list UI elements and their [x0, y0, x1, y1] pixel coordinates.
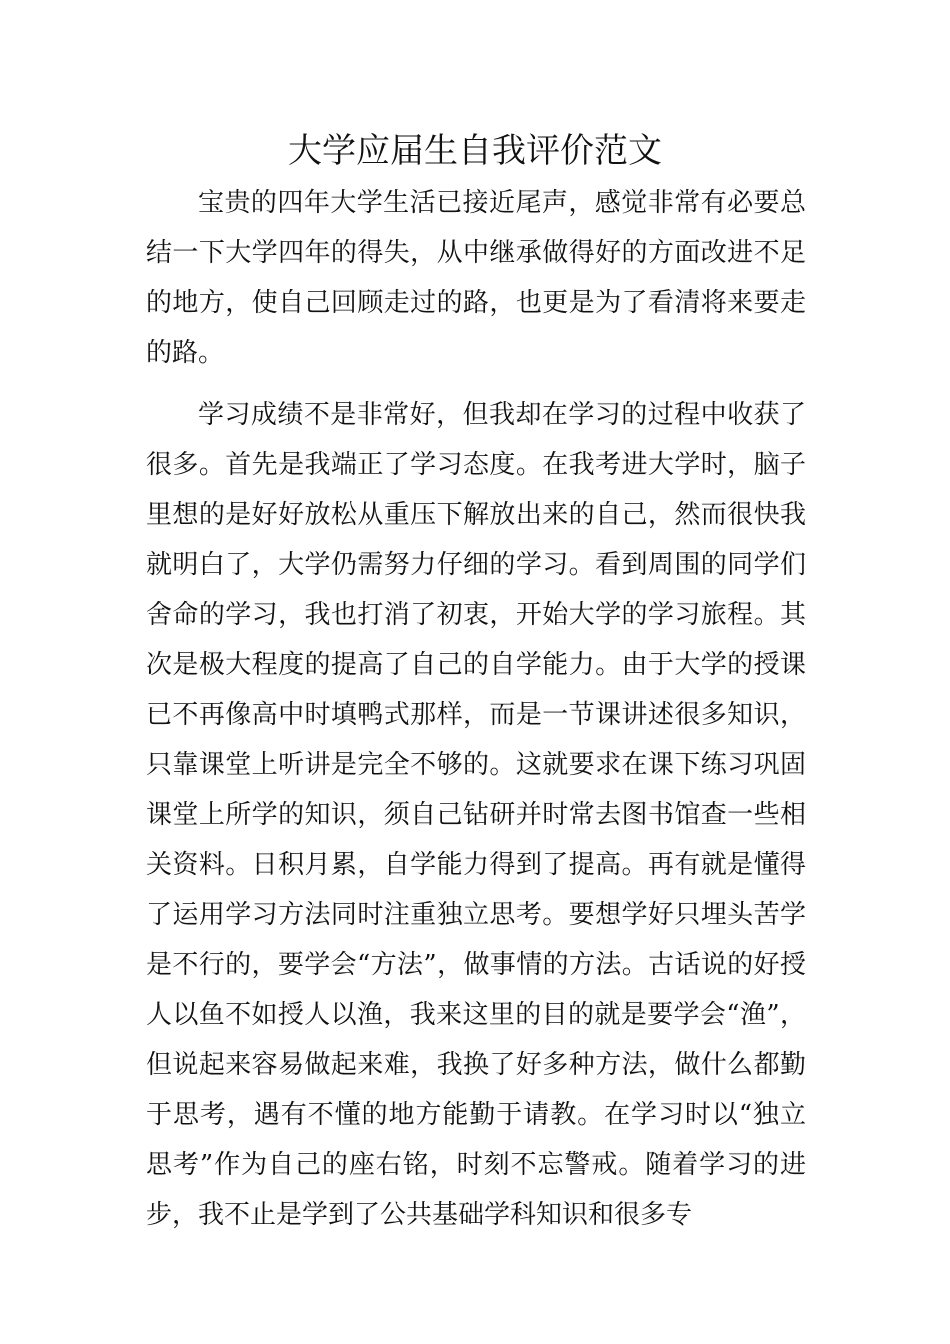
- paragraph-2: 学习成绩不是非常好，但我却在学习的过程中收获了很多。首先是我端正了学习态度。在我考进大学时，脑子里想的是好好放松从重压下解放出来的自己，然而很快我就明白了，大学仍需努力仔细的学习。看到周围的同学们舍命的学习，我也打消了初衷，开始大学的学习旅程。其次是极大程度的提高了自己的自学能力。由于大学的授课已不再像高中时填鸭式那样，而是一节课讲述很多知识，只靠课堂上听讲是完全不够的。这就要求在课下练习巩固课堂上所学的知识，须自己钻研并时常去图书馆查一些相关资料。日积月累，自学能力得到了提高。再有就是懂得了运用学习方法同时注重独立思考。要想学好只埋头苦学是不行的，要学会“方法”，做事情的方法。古话说的好授人以鱼不如授人以渔，我来这里的目的就是要学会“渔”，但说起来容易做起来难，我换了好多种方法，做什么都勤于思考，遇有不懂的地方能勤于请教。在学习时以“独立思考”作为自己的座右铭，时刻不忘警戒。随着学习的进步，我不止是学到了公共基础学科知识和很多专: [146, 400, 806, 1230]
- document-body: [146, 178, 806, 1240]
- document-title: 大学应届生自我评价范文: [288, 131, 662, 171]
- paragraph-1: 宝贵的四年大学生活已接近尾声，感觉非常有必要总结一下大学四年的得失，从中继承做得好的方面改进不足的地方，使自己回顾走过的路，也更是为了看清将来要走的路。: [146, 188, 806, 368]
